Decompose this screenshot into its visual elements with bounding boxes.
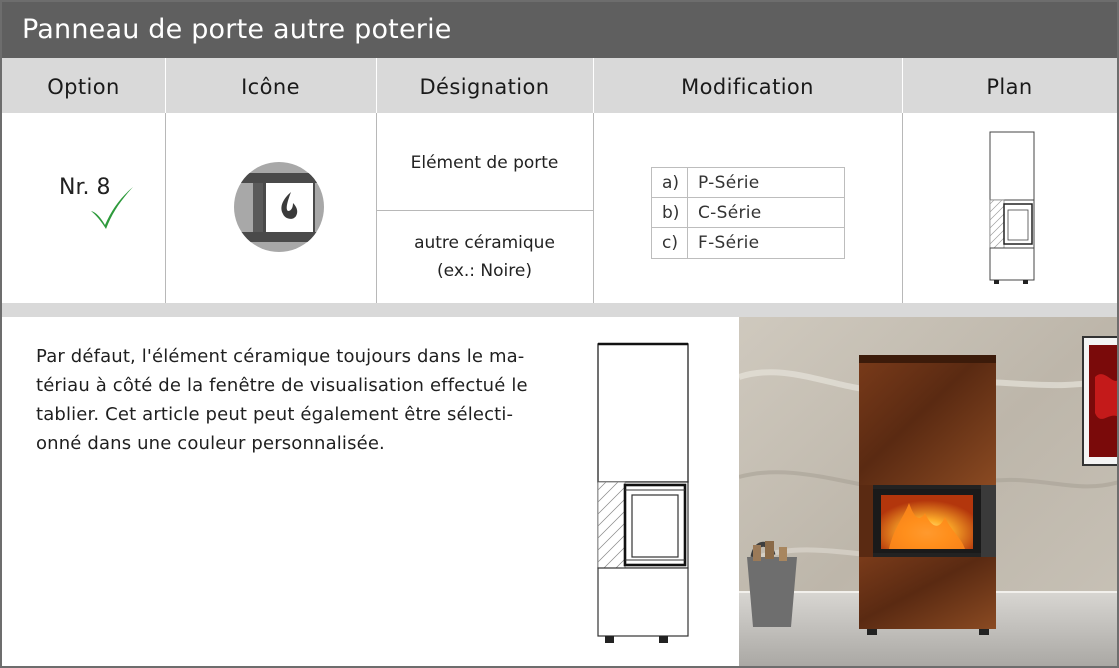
stove-plan-small [987, 130, 1039, 288]
designation-divider [376, 210, 593, 211]
modification-table [651, 167, 845, 259]
green-checkmark-icon [88, 185, 136, 231]
modification-row [652, 168, 844, 198]
modification-row [652, 198, 844, 228]
table-row [2, 113, 1117, 303]
description-line: Par défaut, l'élément céramique toujours dans le ma- [36, 346, 525, 367]
modification-letter: a) [662, 173, 680, 193]
description-line: onné dans une couleur personnalisée. [36, 433, 385, 454]
header-divider [376, 58, 377, 113]
column-divider [902, 113, 903, 303]
page-title: Panneau de porte autre poterie [2, 2, 1117, 58]
modification-letter: c) [662, 233, 678, 253]
header-plan: Plan [986, 75, 1033, 99]
designation-bottom-1: autre céramique [414, 233, 555, 253]
header-divider [165, 58, 166, 113]
modification-value: P-Série [698, 173, 760, 193]
header-option: Option [47, 75, 120, 99]
designation-top: Elément de porte [410, 153, 559, 173]
modification-letter: b) [662, 203, 680, 223]
designation-bottom-2: (ex.: Noire) [437, 261, 532, 281]
column-divider [593, 113, 594, 303]
column-divider [165, 113, 166, 303]
stove-plan-large [594, 340, 694, 650]
door-panel-flame-icon [233, 161, 325, 253]
header-icon: Icône [241, 75, 300, 99]
table-header [2, 58, 1117, 113]
option-number: Nr. 8 [59, 175, 111, 200]
description-text [36, 342, 566, 458]
modification-value: C-Série [698, 203, 762, 223]
header-divider [902, 58, 903, 113]
header-modification: Modification [681, 75, 814, 99]
stove-photo [739, 317, 1119, 668]
header-divider [593, 58, 594, 113]
modification-value: F-Série [698, 233, 760, 253]
section-divider-band [2, 303, 1117, 317]
description-line: tablier. Cet article peut peut également être sélecti- [36, 404, 514, 425]
header-designation: Désignation [419, 75, 550, 99]
modification-row [652, 228, 844, 258]
description-line: tériau à côté de la fenêtre de visualisation effectué le [36, 375, 528, 396]
